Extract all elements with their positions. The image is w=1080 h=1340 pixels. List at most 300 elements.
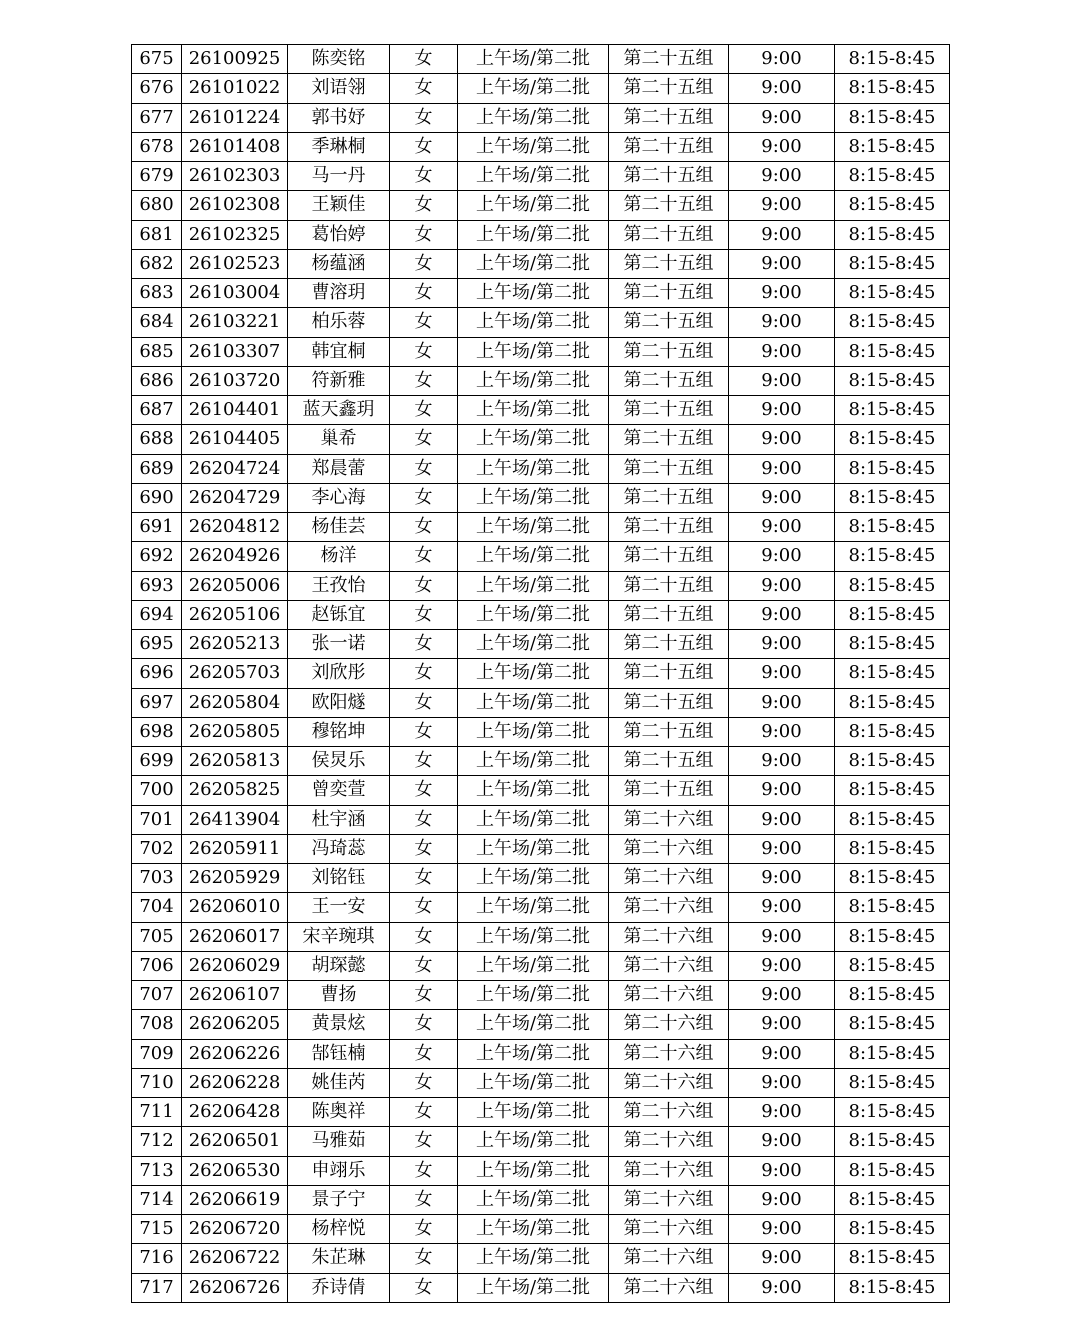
- session-batch-cell: 上午场/第二批: [458, 600, 609, 629]
- group-cell: 第二十五组: [609, 747, 729, 776]
- gender-cell: 女: [390, 893, 458, 922]
- session-batch-cell: 上午场/第二批: [458, 981, 609, 1010]
- candidate-name-cell: 杨佳芸: [288, 513, 390, 542]
- exam-time-cell: 9:00: [729, 191, 835, 220]
- table-row: [132, 1068, 950, 1097]
- exam-time-cell: 9:00: [729, 74, 835, 103]
- table-row: [132, 1127, 950, 1156]
- exam-time-cell: 9:00: [729, 513, 835, 542]
- candidate-name-cell: 姚佳芮: [288, 1068, 390, 1097]
- candidate-id-cell: 26205929: [182, 864, 288, 893]
- gender-cell: 女: [390, 981, 458, 1010]
- gender-cell: 女: [390, 308, 458, 337]
- session-batch-cell: 上午场/第二批: [458, 279, 609, 308]
- session-batch-cell: 上午场/第二批: [458, 834, 609, 863]
- candidate-id-cell: 26205106: [182, 600, 288, 629]
- table-row: [132, 366, 950, 395]
- row-number-cell: 688: [132, 425, 182, 454]
- gender-cell: 女: [390, 1215, 458, 1244]
- candidate-id-cell: 26206530: [182, 1156, 288, 1185]
- group-cell: 第二十五组: [609, 103, 729, 132]
- table-row: [132, 981, 950, 1010]
- check-in-time-cell: 8:15-8:45: [835, 542, 950, 571]
- group-cell: 第二十五组: [609, 308, 729, 337]
- session-batch-cell: 上午场/第二批: [458, 483, 609, 512]
- table-row: [132, 1215, 950, 1244]
- exam-time-cell: 9:00: [729, 922, 835, 951]
- check-in-time-cell: 8:15-8:45: [835, 1068, 950, 1097]
- candidate-id-cell: 26205805: [182, 717, 288, 746]
- candidate-name-cell: 侯炅乐: [288, 747, 390, 776]
- candidate-name-cell: 季琳桐: [288, 132, 390, 161]
- gender-cell: 女: [390, 1244, 458, 1273]
- check-in-time-cell: 8:15-8:45: [835, 922, 950, 951]
- table-row: [132, 1244, 950, 1273]
- group-cell: 第二十五组: [609, 220, 729, 249]
- exam-time-cell: 9:00: [729, 249, 835, 278]
- gender-cell: 女: [390, 834, 458, 863]
- candidate-name-cell: 蓝天鑫玥: [288, 396, 390, 425]
- group-cell: 第二十五组: [609, 132, 729, 161]
- group-cell: 第二十五组: [609, 337, 729, 366]
- group-cell: 第二十六组: [609, 922, 729, 951]
- table-row: [132, 805, 950, 834]
- gender-cell: 女: [390, 132, 458, 161]
- gender-cell: 女: [390, 74, 458, 103]
- row-number-cell: 686: [132, 366, 182, 395]
- candidate-id-cell: 26103004: [182, 279, 288, 308]
- group-cell: 第二十六组: [609, 1039, 729, 1068]
- check-in-time-cell: 8:15-8:45: [835, 74, 950, 103]
- gender-cell: 女: [390, 337, 458, 366]
- session-batch-cell: 上午场/第二批: [458, 425, 609, 454]
- table-row: [132, 162, 950, 191]
- check-in-time-cell: 8:15-8:45: [835, 1215, 950, 1244]
- exam-time-cell: 9:00: [729, 1156, 835, 1185]
- gender-cell: 女: [390, 864, 458, 893]
- candidate-name-cell: 王一安: [288, 893, 390, 922]
- candidate-name-cell: 刘欣彤: [288, 659, 390, 688]
- group-cell: 第二十五组: [609, 74, 729, 103]
- session-batch-cell: 上午场/第二批: [458, 249, 609, 278]
- check-in-time-cell: 8:15-8:45: [835, 132, 950, 161]
- group-cell: 第二十五组: [609, 600, 729, 629]
- gender-cell: 女: [390, 805, 458, 834]
- check-in-time-cell: 8:15-8:45: [835, 454, 950, 483]
- candidate-id-cell: 26206226: [182, 1039, 288, 1068]
- exam-time-cell: 9:00: [729, 1127, 835, 1156]
- table-row: [132, 513, 950, 542]
- candidate-name-cell: 韩宜桐: [288, 337, 390, 366]
- row-number-cell: 701: [132, 805, 182, 834]
- check-in-time-cell: 8:15-8:45: [835, 951, 950, 980]
- exam-time-cell: 9:00: [729, 45, 835, 74]
- gender-cell: 女: [390, 366, 458, 395]
- candidate-id-cell: 26206501: [182, 1127, 288, 1156]
- group-cell: 第二十六组: [609, 1273, 729, 1302]
- exam-time-cell: 9:00: [729, 717, 835, 746]
- check-in-time-cell: 8:15-8:45: [835, 630, 950, 659]
- candidate-name-cell: 王孜怡: [288, 571, 390, 600]
- candidate-id-cell: 26413904: [182, 805, 288, 834]
- group-cell: 第二十五组: [609, 630, 729, 659]
- candidate-name-cell: 申翊乐: [288, 1156, 390, 1185]
- row-number-cell: 695: [132, 630, 182, 659]
- check-in-time-cell: 8:15-8:45: [835, 1185, 950, 1214]
- check-in-time-cell: 8:15-8:45: [835, 981, 950, 1010]
- session-batch-cell: 上午场/第二批: [458, 922, 609, 951]
- group-cell: 第二十五组: [609, 717, 729, 746]
- check-in-time-cell: 8:15-8:45: [835, 864, 950, 893]
- row-number-cell: 709: [132, 1039, 182, 1068]
- table-row: [132, 279, 950, 308]
- session-batch-cell: 上午场/第二批: [458, 893, 609, 922]
- row-number-cell: 714: [132, 1185, 182, 1214]
- gender-cell: 女: [390, 1185, 458, 1214]
- check-in-time-cell: 8:15-8:45: [835, 776, 950, 805]
- check-in-time-cell: 8:15-8:45: [835, 425, 950, 454]
- session-batch-cell: 上午场/第二批: [458, 513, 609, 542]
- session-batch-cell: 上午场/第二批: [458, 396, 609, 425]
- roster-table: [131, 44, 950, 1303]
- gender-cell: 女: [390, 1039, 458, 1068]
- candidate-name-cell: 马一丹: [288, 162, 390, 191]
- exam-time-cell: 9:00: [729, 893, 835, 922]
- gender-cell: 女: [390, 191, 458, 220]
- row-number-cell: 694: [132, 600, 182, 629]
- check-in-time-cell: 8:15-8:45: [835, 688, 950, 717]
- exam-time-cell: 9:00: [729, 600, 835, 629]
- check-in-time-cell: 8:15-8:45: [835, 834, 950, 863]
- table-row: [132, 337, 950, 366]
- exam-time-cell: 9:00: [729, 220, 835, 249]
- session-batch-cell: 上午场/第二批: [458, 337, 609, 366]
- session-batch-cell: 上午场/第二批: [458, 1215, 609, 1244]
- gender-cell: 女: [390, 600, 458, 629]
- session-batch-cell: 上午场/第二批: [458, 659, 609, 688]
- check-in-time-cell: 8:15-8:45: [835, 337, 950, 366]
- candidate-id-cell: 26100925: [182, 45, 288, 74]
- row-number-cell: 675: [132, 45, 182, 74]
- exam-time-cell: 9:00: [729, 1244, 835, 1273]
- session-batch-cell: 上午场/第二批: [458, 1010, 609, 1039]
- session-batch-cell: 上午场/第二批: [458, 951, 609, 980]
- check-in-time-cell: 8:15-8:45: [835, 249, 950, 278]
- check-in-time-cell: 8:15-8:45: [835, 45, 950, 74]
- exam-time-cell: 9:00: [729, 747, 835, 776]
- exam-time-cell: 9:00: [729, 1039, 835, 1068]
- row-number-cell: 682: [132, 249, 182, 278]
- candidate-id-cell: 26205703: [182, 659, 288, 688]
- candidate-id-cell: 26206726: [182, 1273, 288, 1302]
- candidate-name-cell: 马雅茹: [288, 1127, 390, 1156]
- gender-cell: 女: [390, 1127, 458, 1156]
- candidate-name-cell: 陈奥祥: [288, 1098, 390, 1127]
- check-in-time-cell: 8:15-8:45: [835, 600, 950, 629]
- candidate-name-cell: 葛怡婷: [288, 220, 390, 249]
- table-row: [132, 1098, 950, 1127]
- gender-cell: 女: [390, 922, 458, 951]
- candidate-name-cell: 符新雅: [288, 366, 390, 395]
- exam-time-cell: 9:00: [729, 132, 835, 161]
- session-batch-cell: 上午场/第二批: [458, 571, 609, 600]
- check-in-time-cell: 8:15-8:45: [835, 805, 950, 834]
- check-in-time-cell: 8:15-8:45: [835, 308, 950, 337]
- candidate-name-cell: 李心海: [288, 483, 390, 512]
- group-cell: 第二十五组: [609, 162, 729, 191]
- group-cell: 第二十六组: [609, 981, 729, 1010]
- gender-cell: 女: [390, 659, 458, 688]
- session-batch-cell: 上午场/第二批: [458, 366, 609, 395]
- gender-cell: 女: [390, 688, 458, 717]
- session-batch-cell: 上午场/第二批: [458, 1068, 609, 1097]
- group-cell: 第二十六组: [609, 805, 729, 834]
- session-batch-cell: 上午场/第二批: [458, 630, 609, 659]
- group-cell: 第二十五组: [609, 279, 729, 308]
- row-number-cell: 679: [132, 162, 182, 191]
- group-cell: 第二十六组: [609, 834, 729, 863]
- gender-cell: 女: [390, 717, 458, 746]
- row-number-cell: 678: [132, 132, 182, 161]
- candidate-id-cell: 26206722: [182, 1244, 288, 1273]
- session-batch-cell: 上午场/第二批: [458, 1156, 609, 1185]
- candidate-name-cell: 张一诺: [288, 630, 390, 659]
- candidate-name-cell: 欧阳燧: [288, 688, 390, 717]
- table-row: [132, 132, 950, 161]
- candidate-id-cell: 26206619: [182, 1185, 288, 1214]
- candidate-name-cell: 曹溶玥: [288, 279, 390, 308]
- candidate-id-cell: 26204729: [182, 483, 288, 512]
- table-row: [132, 776, 950, 805]
- gender-cell: 女: [390, 1098, 458, 1127]
- exam-time-cell: 9:00: [729, 162, 835, 191]
- exam-time-cell: 9:00: [729, 864, 835, 893]
- group-cell: 第二十五组: [609, 396, 729, 425]
- check-in-time-cell: 8:15-8:45: [835, 1127, 950, 1156]
- session-batch-cell: 上午场/第二批: [458, 220, 609, 249]
- candidate-id-cell: 26101224: [182, 103, 288, 132]
- gender-cell: 女: [390, 542, 458, 571]
- row-number-cell: 676: [132, 74, 182, 103]
- group-cell: 第二十五组: [609, 513, 729, 542]
- table-row: [132, 45, 950, 74]
- session-batch-cell: 上午场/第二批: [458, 1127, 609, 1156]
- row-number-cell: 698: [132, 717, 182, 746]
- candidate-id-cell: 26206017: [182, 922, 288, 951]
- check-in-time-cell: 8:15-8:45: [835, 396, 950, 425]
- exam-time-cell: 9:00: [729, 308, 835, 337]
- candidate-name-cell: 王颖佳: [288, 191, 390, 220]
- exam-time-cell: 9:00: [729, 981, 835, 1010]
- check-in-time-cell: 8:15-8:45: [835, 220, 950, 249]
- gender-cell: 女: [390, 1068, 458, 1097]
- group-cell: 第二十六组: [609, 1098, 729, 1127]
- session-batch-cell: 上午场/第二批: [458, 776, 609, 805]
- table-row: [132, 454, 950, 483]
- check-in-time-cell: 8:15-8:45: [835, 162, 950, 191]
- candidate-name-cell: 杨洋: [288, 542, 390, 571]
- candidate-id-cell: 26205213: [182, 630, 288, 659]
- session-batch-cell: 上午场/第二批: [458, 308, 609, 337]
- candidate-name-cell: 郜钰楠: [288, 1039, 390, 1068]
- row-number-cell: 711: [132, 1098, 182, 1127]
- group-cell: 第二十五组: [609, 366, 729, 395]
- row-number-cell: 705: [132, 922, 182, 951]
- row-number-cell: 687: [132, 396, 182, 425]
- exam-time-cell: 9:00: [729, 805, 835, 834]
- candidate-id-cell: 26103720: [182, 366, 288, 395]
- candidate-name-cell: 杜宇涵: [288, 805, 390, 834]
- candidate-id-cell: 26204724: [182, 454, 288, 483]
- row-number-cell: 703: [132, 864, 182, 893]
- candidate-id-cell: 26101022: [182, 74, 288, 103]
- candidate-name-cell: 刘语翎: [288, 74, 390, 103]
- table-row: [132, 688, 950, 717]
- check-in-time-cell: 8:15-8:45: [835, 483, 950, 512]
- gender-cell: 女: [390, 162, 458, 191]
- gender-cell: 女: [390, 425, 458, 454]
- check-in-time-cell: 8:15-8:45: [835, 717, 950, 746]
- check-in-time-cell: 8:15-8:45: [835, 571, 950, 600]
- check-in-time-cell: 8:15-8:45: [835, 513, 950, 542]
- candidate-name-cell: 胡琛懿: [288, 951, 390, 980]
- check-in-time-cell: 8:15-8:45: [835, 103, 950, 132]
- candidate-id-cell: 26206720: [182, 1215, 288, 1244]
- gender-cell: 女: [390, 249, 458, 278]
- candidate-id-cell: 26204926: [182, 542, 288, 571]
- candidate-name-cell: 冯琦蕊: [288, 834, 390, 863]
- group-cell: 第二十六组: [609, 1215, 729, 1244]
- group-cell: 第二十六组: [609, 1010, 729, 1039]
- group-cell: 第二十五组: [609, 688, 729, 717]
- candidate-name-cell: 郭书妤: [288, 103, 390, 132]
- candidate-name-cell: 柏乐蓉: [288, 308, 390, 337]
- group-cell: 第二十五组: [609, 249, 729, 278]
- table-row: [132, 864, 950, 893]
- session-batch-cell: 上午场/第二批: [458, 454, 609, 483]
- row-number-cell: 716: [132, 1244, 182, 1273]
- exam-time-cell: 9:00: [729, 454, 835, 483]
- row-number-cell: 707: [132, 981, 182, 1010]
- session-batch-cell: 上午场/第二批: [458, 1273, 609, 1302]
- gender-cell: 女: [390, 776, 458, 805]
- exam-time-cell: 9:00: [729, 951, 835, 980]
- table-row: [132, 483, 950, 512]
- candidate-id-cell: 26205006: [182, 571, 288, 600]
- row-number-cell: 704: [132, 893, 182, 922]
- session-batch-cell: 上午场/第二批: [458, 162, 609, 191]
- row-number-cell: 684: [132, 308, 182, 337]
- row-number-cell: 706: [132, 951, 182, 980]
- exam-time-cell: 9:00: [729, 103, 835, 132]
- row-number-cell: 693: [132, 571, 182, 600]
- row-number-cell: 710: [132, 1068, 182, 1097]
- gender-cell: 女: [390, 103, 458, 132]
- exam-time-cell: 9:00: [729, 483, 835, 512]
- group-cell: 第二十六组: [609, 1068, 729, 1097]
- row-number-cell: 697: [132, 688, 182, 717]
- group-cell: 第二十六组: [609, 893, 729, 922]
- candidate-name-cell: 陈奕铭: [288, 45, 390, 74]
- check-in-time-cell: 8:15-8:45: [835, 191, 950, 220]
- group-cell: 第二十六组: [609, 1244, 729, 1273]
- row-number-cell: 677: [132, 103, 182, 132]
- session-batch-cell: 上午场/第二批: [458, 1098, 609, 1127]
- table-row: [132, 630, 950, 659]
- session-batch-cell: 上午场/第二批: [458, 805, 609, 834]
- gender-cell: 女: [390, 45, 458, 74]
- check-in-time-cell: 8:15-8:45: [835, 1244, 950, 1273]
- candidate-name-cell: 宋辛琬琪: [288, 922, 390, 951]
- table-row: [132, 220, 950, 249]
- group-cell: 第二十六组: [609, 1185, 729, 1214]
- group-cell: 第二十六组: [609, 1127, 729, 1156]
- row-number-cell: 696: [132, 659, 182, 688]
- check-in-time-cell: 8:15-8:45: [835, 279, 950, 308]
- row-number-cell: 689: [132, 454, 182, 483]
- row-number-cell: 692: [132, 542, 182, 571]
- session-batch-cell: 上午场/第二批: [458, 103, 609, 132]
- candidate-id-cell: 26206428: [182, 1098, 288, 1127]
- gender-cell: 女: [390, 951, 458, 980]
- session-batch-cell: 上午场/第二批: [458, 688, 609, 717]
- group-cell: 第二十五组: [609, 542, 729, 571]
- candidate-id-cell: 26205813: [182, 747, 288, 776]
- row-number-cell: 683: [132, 279, 182, 308]
- table-row: [132, 542, 950, 571]
- exam-time-cell: 9:00: [729, 834, 835, 863]
- table-row: [132, 308, 950, 337]
- row-number-cell: 708: [132, 1010, 182, 1039]
- session-batch-cell: 上午场/第二批: [458, 132, 609, 161]
- table-row: [132, 1156, 950, 1185]
- candidate-id-cell: 26206010: [182, 893, 288, 922]
- row-number-cell: 685: [132, 337, 182, 366]
- candidate-name-cell: 朱芷琳: [288, 1244, 390, 1273]
- candidate-name-cell: 穆铭坤: [288, 717, 390, 746]
- gender-cell: 女: [390, 513, 458, 542]
- session-batch-cell: 上午场/第二批: [458, 1244, 609, 1273]
- candidate-id-cell: 26103307: [182, 337, 288, 366]
- table-row: [132, 834, 950, 863]
- exam-time-cell: 9:00: [729, 1010, 835, 1039]
- table-row: [132, 1039, 950, 1068]
- gender-cell: 女: [390, 630, 458, 659]
- candidate-id-cell: 26206029: [182, 951, 288, 980]
- candidate-id-cell: 26102303: [182, 162, 288, 191]
- group-cell: 第二十五组: [609, 483, 729, 512]
- exam-time-cell: 9:00: [729, 1185, 835, 1214]
- row-number-cell: 717: [132, 1273, 182, 1302]
- check-in-time-cell: 8:15-8:45: [835, 659, 950, 688]
- group-cell: 第二十五组: [609, 571, 729, 600]
- candidate-id-cell: 26206107: [182, 981, 288, 1010]
- exam-time-cell: 9:00: [729, 396, 835, 425]
- gender-cell: 女: [390, 1010, 458, 1039]
- table-row: [132, 1273, 950, 1302]
- row-number-cell: 702: [132, 834, 182, 863]
- check-in-time-cell: 8:15-8:45: [835, 1098, 950, 1127]
- exam-time-cell: 9:00: [729, 337, 835, 366]
- candidate-name-cell: 乔诗倩: [288, 1273, 390, 1302]
- check-in-time-cell: 8:15-8:45: [835, 747, 950, 776]
- candidate-name-cell: 杨蕴涵: [288, 249, 390, 278]
- table-row: [132, 249, 950, 278]
- exam-time-cell: 9:00: [729, 1215, 835, 1244]
- exam-time-cell: 9:00: [729, 542, 835, 571]
- candidate-id-cell: 26104401: [182, 396, 288, 425]
- session-batch-cell: 上午场/第二批: [458, 717, 609, 746]
